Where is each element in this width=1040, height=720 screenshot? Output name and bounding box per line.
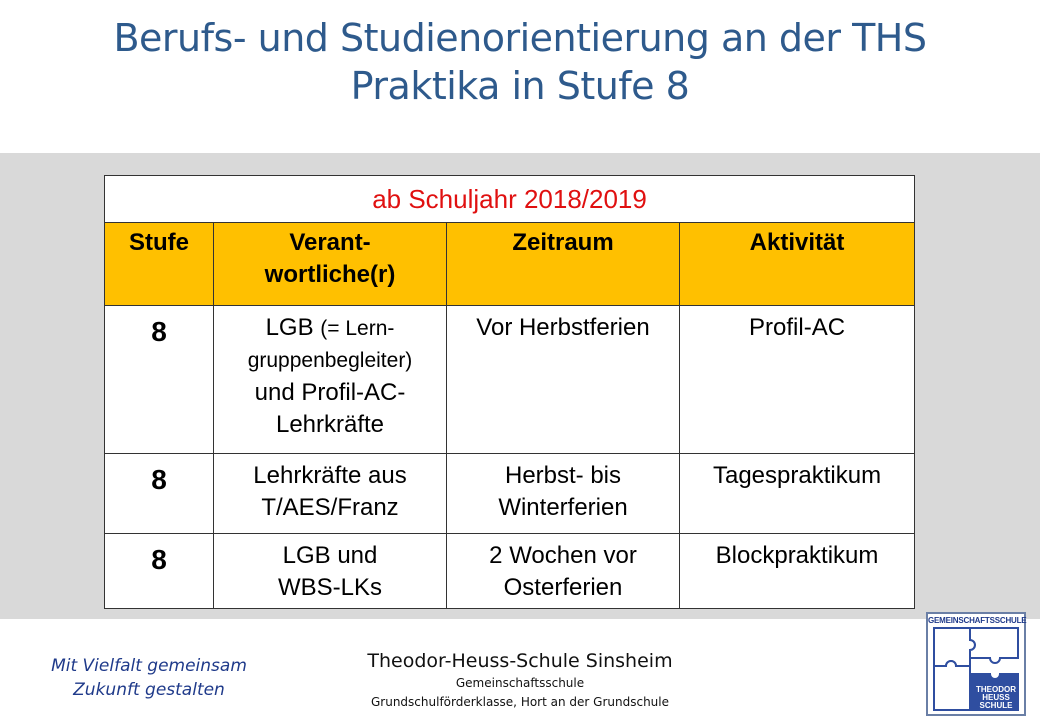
verant-line-1: Lehrkräfte aus [253, 462, 407, 489]
row-verantwortliche [214, 534, 447, 609]
logo-bottom-text [968, 686, 1024, 710]
row-verantwortliche [214, 454, 447, 534]
table-row [105, 454, 915, 534]
slogan-line-1: Mit Vielfalt gemeinsam [51, 656, 247, 676]
logo-bot-line-2: HEUSS [982, 693, 1010, 702]
slide-title [0, 14, 1040, 110]
row-stufe: 8 [105, 306, 214, 454]
row-aktivitaet: Blockpraktikum [680, 534, 915, 609]
logo-bot-line-1: THEODOR [976, 685, 1016, 694]
logo-bot-line-3: SCHULE [979, 701, 1013, 710]
school-logo [926, 612, 1026, 716]
school-extras: Grundschulförderklasse, Hort an der Grundschule [370, 695, 669, 709]
verant-line-2: WBS-LKs [277, 574, 382, 601]
table-caption: ab Schuljahr 2018/2019 [105, 176, 915, 223]
verant-line-2: T/AES/Franz [261, 494, 399, 521]
school-info [330, 648, 710, 712]
verant-line-4: Lehrkräfte [275, 411, 385, 438]
school-type: Gemeinschaftsschule [455, 676, 585, 690]
row-aktivitaet: Tagespraktikum [680, 454, 915, 534]
zeitraum-line-2: Osterferien [503, 574, 623, 601]
row-zeitraum [447, 534, 680, 609]
row-stufe: 8 [105, 454, 214, 534]
school-slogan [24, 654, 274, 702]
zeitraum-line-1: 2 Wochen vor [489, 542, 637, 569]
header-aktivitaet: Aktivität [680, 223, 915, 306]
header-stufe: Stufe [105, 223, 214, 306]
row-verantwortliche [214, 306, 447, 454]
header-verantwortliche [214, 223, 447, 306]
title-line-2: Praktika in Stufe 8 [350, 64, 690, 108]
row-zeitraum [447, 454, 680, 534]
school-name: Theodor-Heuss-Schule Sinsheim [367, 650, 673, 672]
row-aktivitaet: Profil-AC [680, 306, 915, 454]
logo-top-text: GEMEINSCHAFTSSCHULE [928, 616, 1027, 625]
verant-line-1: LGB (= Lern- [265, 314, 395, 341]
table-header-row [105, 223, 915, 306]
praktika-table [104, 175, 915, 609]
header-verant-line-1: Verant- [289, 229, 371, 256]
verant-line-1: LGB und [282, 542, 378, 569]
row-zeitraum: Vor Herbstferien [447, 306, 680, 454]
verant-line-3: und Profil-AC- [254, 379, 406, 406]
table-row [105, 534, 915, 609]
header-verant-line-2: wortliche(r) [264, 261, 396, 288]
row-stufe: 8 [105, 534, 214, 609]
zeitraum-line-1: Herbst- bis [504, 462, 622, 489]
title-line-1: Berufs- und Studienorientierung an der THS [113, 16, 927, 60]
table-row [105, 306, 915, 454]
slogan-line-2: Zukunft gestalten [73, 680, 225, 700]
verant-line-2: gruppenbegleiter) [247, 349, 413, 372]
header-zeitraum: Zeitraum [447, 223, 680, 306]
zeitraum-line-2: Winterferien [498, 494, 628, 521]
